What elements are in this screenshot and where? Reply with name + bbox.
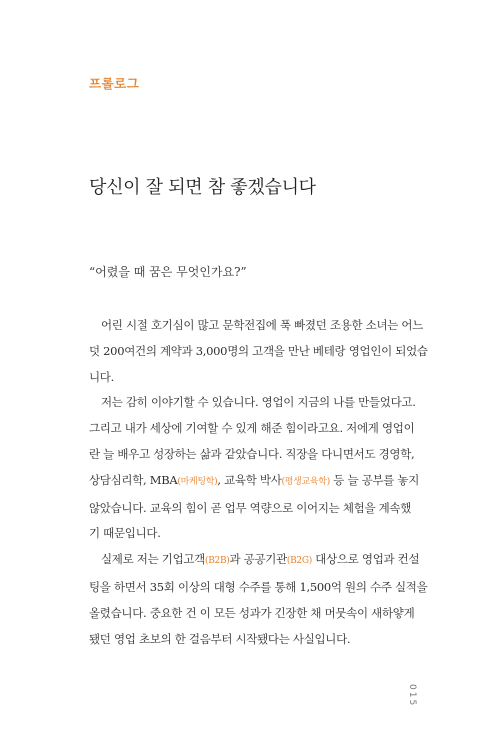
body-text <box>89 313 439 652</box>
text-segment: 과 공공기관 <box>229 552 287 567</box>
highlight-annotation: (B2G) <box>286 556 312 567</box>
section-label: 프롤로그 <box>89 76 140 91</box>
paragraph-2-line-1: 저는 감히 이야기할 수 있습니다. 영업이 지금의 나를 만들었다고. <box>101 395 416 410</box>
highlight-annotation: (마케팅학) <box>177 476 218 487</box>
highlight-annotation: (평생교육학) <box>281 476 330 487</box>
text-segment: 대상으로 영업과 컨설 <box>311 552 420 567</box>
paragraph-3-line-4: 됐던 영업 초보의 한 걸음부터 시작됐다는 사실입니다. <box>89 631 351 646</box>
paragraph-2-line-5: 않았습니다. 교육의 힘이 곧 업무 역량으로 이어지는 체험을 계속했 <box>89 500 412 515</box>
text-segment: 상담심리학, MBA <box>89 472 178 487</box>
paragraph-3-line-3: 올렸습니다. 중요한 건 이 모든 성과가 긴장한 채 머뭇속이 새하얗게 <box>89 605 415 620</box>
paragraph-2-line-6: 기 때문입니다. <box>89 526 161 541</box>
paragraph-2-line-2: 그리고 내가 세상에 기여할 수 있게 해준 힘이라고요. 저에게 영업이 <box>89 421 415 436</box>
paragraph-1-line-2: 덧 200여건의 계약과 3,000명의 고객을 만난 베테랑 영업인이 되었습 <box>89 343 428 358</box>
text-segment: 등 늘 공부를 놓지 <box>329 472 420 487</box>
chapter-title: 당신이 잘 되면 참 좋겠습니다 <box>89 177 316 198</box>
paragraph-1-line-3: 니다. <box>89 369 114 384</box>
opening-quote: “어렸을 때 꿈은 무엇인가요?” <box>89 265 247 279</box>
highlight-annotation: (B2B) <box>205 556 230 567</box>
page-number: 015 <box>407 684 417 708</box>
text-segment: , 교육학 박사 <box>217 472 282 487</box>
paragraph-2-line-4 <box>89 468 439 496</box>
paragraph-3-line-2: 팅을 하면서 35회 이상의 대형 수주를 통해 1,500억 원의 수주 실적을 <box>89 579 428 594</box>
text-segment: 실제로 저는 기업고객 <box>101 552 205 567</box>
paragraph-3-line-1 <box>89 547 439 575</box>
paragraph-2-line-3: 란 늘 배우고 성장하는 삶과 같았습니다. 직장을 다니면서도 경영학, <box>89 446 415 461</box>
paragraph-1-line-1: 어린 시절 호기심이 많고 문학전집에 푹 빠졌던 조용한 소녀는 어느 <box>101 318 424 332</box>
